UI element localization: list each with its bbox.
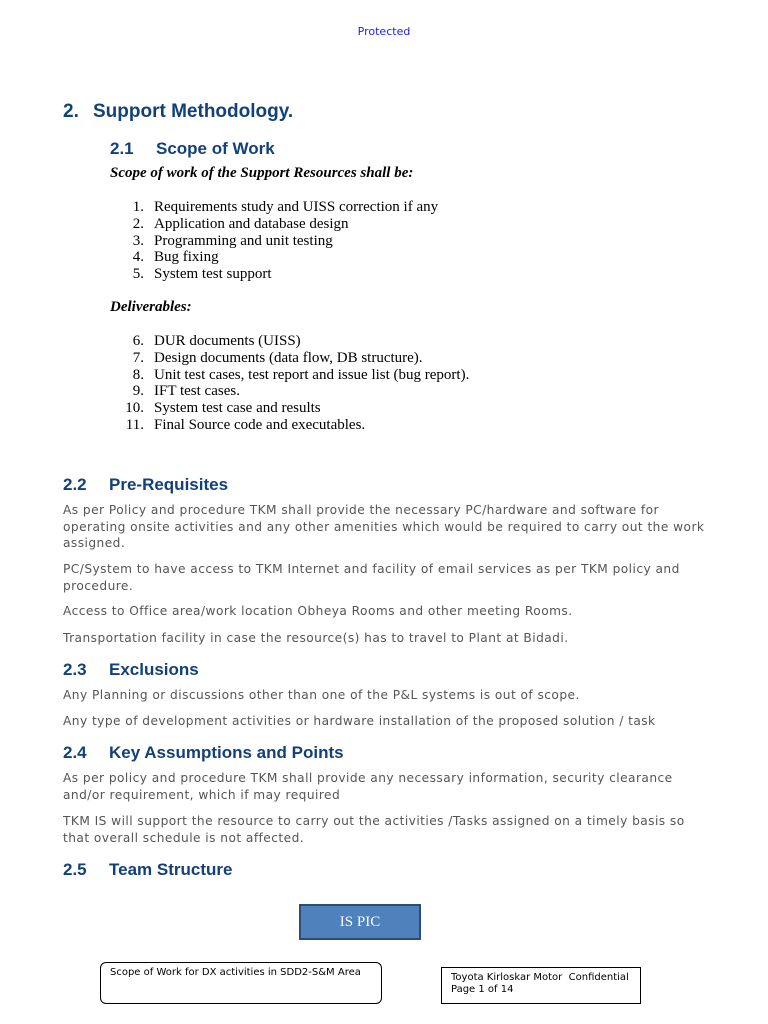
prereq-paragraph: PC/System to have access to TKM Internet and facility of email services as per TKM policy and procedure. [63,562,680,593]
section-title: Support Methodology. [93,101,294,122]
list-item-text: Requirements study and UISS correction if any [154,199,439,215]
scope-intro: Scope of work of the Support Resources shall be: [110,165,414,181]
footer-confidential-box [441,967,641,1004]
list-item-text: Design documents (data flow, DB structure). [154,349,423,366]
assumptions-heading [63,743,344,763]
prereq-heading [63,475,228,495]
team-number: 2.5 [63,860,87,879]
list-item [110,333,469,350]
deliverables-list [110,333,469,434]
list-item-text: DUR documents (UISS) [154,333,301,349]
list-item-text: IFT test cases. [154,383,240,400]
list-item [110,233,438,250]
prereq-paragraph: As per Policy and procedure TKM shall provide the necessary PC/hardware and software for operating onsite activities and any other amenities which would be required to carry out the work assigned. [63,503,705,550]
list-item [110,266,438,283]
exclusions-paragraph: Any Planning or discussions other than one of the P&L systems is out of scope. [63,688,580,702]
list-item-number: 1. [132,199,144,215]
is-pic-box: IS PIC [299,904,421,940]
list-item-number: 3. [132,232,144,249]
team-title: Team Structure [109,860,233,879]
scope-number: 2.1 [110,139,134,158]
exclusions-paragraph: Any type of development activities or hardware installation of the proposed solution / task [63,714,656,728]
assumptions-title: Key Assumptions and Points [109,743,344,762]
list-item-number: 6. [132,333,144,349]
section-number: 2. [63,101,79,122]
prereq-title: Pre-Requisites [109,475,229,494]
list-item [110,350,469,367]
scope-heading [110,139,275,159]
list-item-text: Bug fixing [154,249,219,266]
list-item-text: Application and database design [154,215,349,232]
list-item [110,383,469,400]
protected-label: Protected [357,25,411,38]
prereq-number: 2.2 [63,475,87,494]
list-item-text: Final Source code and executables. [154,416,366,433]
assumptions-paragraph: TKM IS will support the resource to carry out the activities /Tasks assigned on a timely basis so that overall schedule is not affected. [63,814,685,845]
list-item-number: 4. [132,249,144,266]
deliverables-label: Deliverables: [110,299,192,315]
list-item [110,249,438,266]
assumptions-number: 2.4 [63,743,87,762]
exclusions-heading [63,660,199,680]
exclusions-title: Exclusions [109,660,199,679]
scope-title: Scope of Work [156,139,275,158]
list-item [110,417,469,434]
list-item-number: 5. [132,266,144,283]
list-item-text: Programming and unit testing [154,232,333,249]
prereq-paragraph: Transportation facility in case the resource(s) has to travel to Plant at Bidadi. [63,631,569,645]
list-item-text: System test case and results [154,400,321,417]
list-item [110,367,469,384]
assumptions-paragraph: As per policy and procedure TKM shall provide any necessary information, security clearance and/or requirement, which if may required [63,771,673,802]
footer-page-number: Page 1 of 14 [451,984,514,995]
list-item-number: 10. [125,400,144,417]
prereq-paragraph: Access to Office area/work location Obheya Rooms and other meeting Rooms. [63,604,573,618]
list-item [110,216,438,233]
footer-company: Toyota Kirloskar Motor Confidential [451,972,629,983]
list-item-number: 11. [125,416,144,433]
list-item [110,400,469,417]
section-heading [63,101,293,123]
exclusions-number: 2.3 [63,660,87,679]
list-item [110,199,438,216]
list-item-text: System test support [154,266,272,283]
team-heading [63,860,232,880]
list-item-number: 9. [132,383,144,400]
list-item-number: 2. [132,215,144,232]
list-item-text: Unit test cases, test report and issue list (bug report). [154,366,470,383]
list-item-number: 7. [132,349,144,366]
footer-document-title: Scope of Work for DX activities in SDD2-S&M Area [100,962,382,1004]
scope-list [110,199,438,283]
list-item-number: 8. [132,366,144,383]
